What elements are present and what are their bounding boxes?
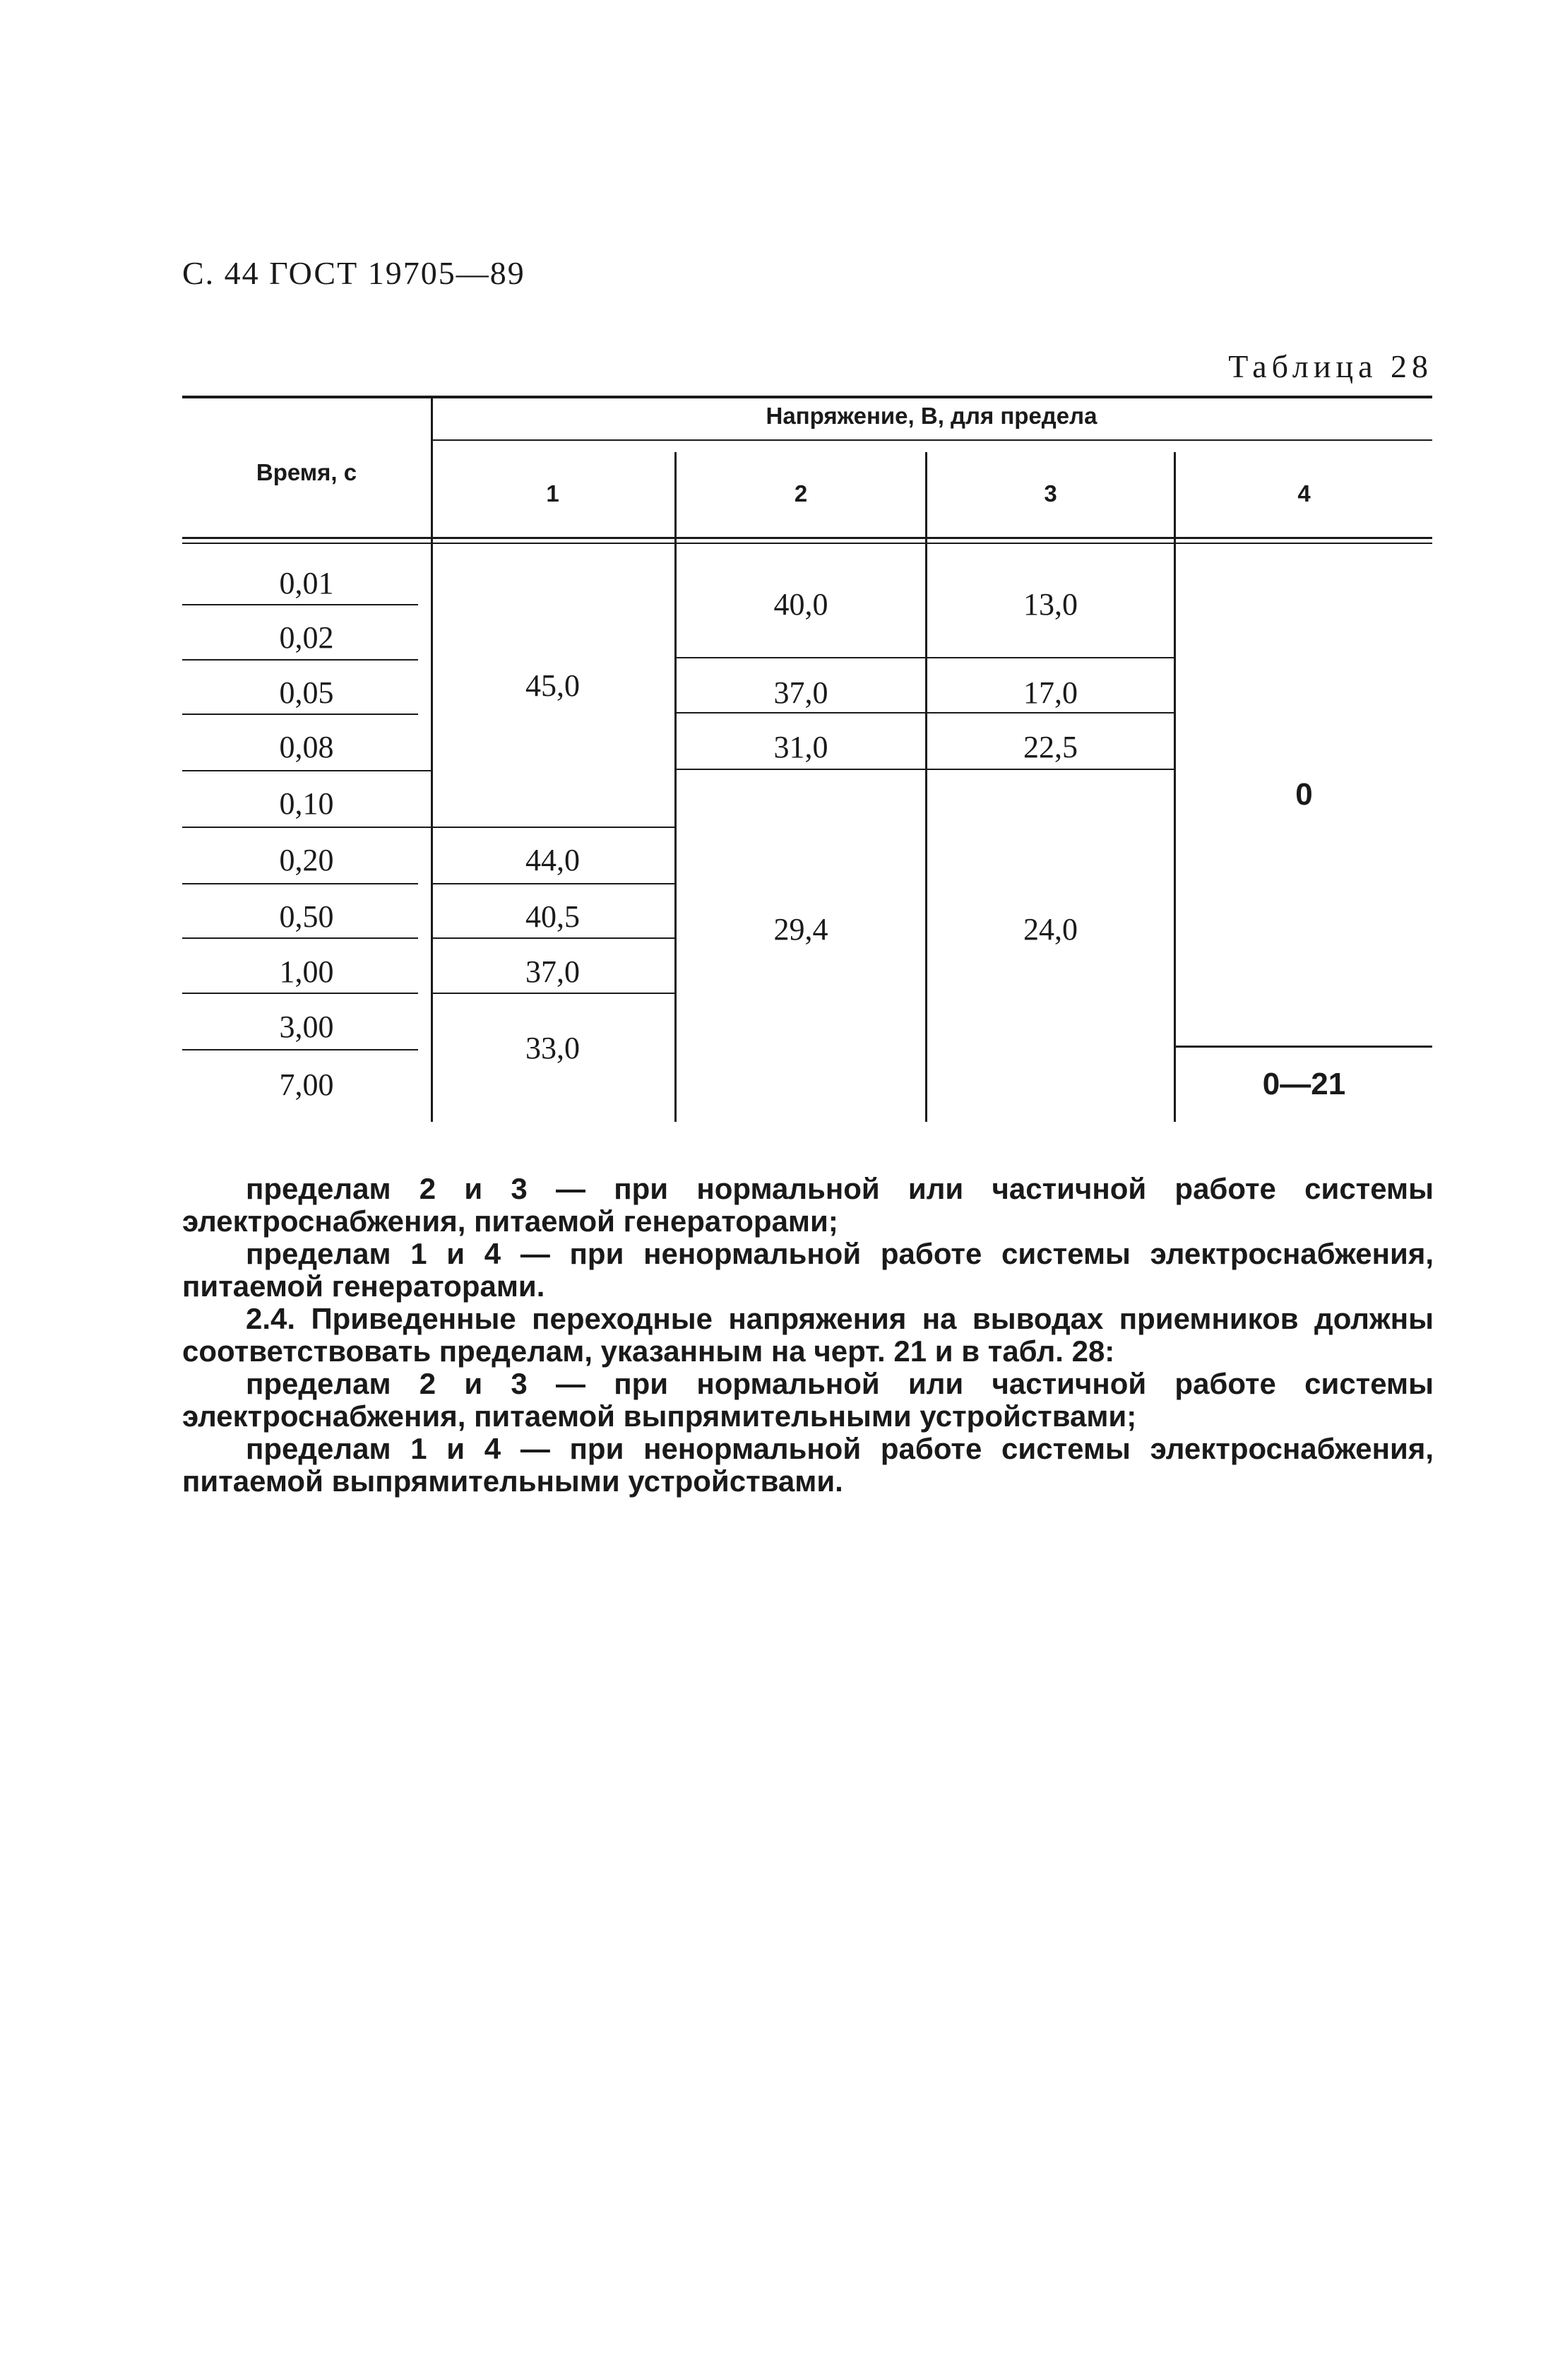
col3-rule [927,657,1174,658]
time-cell: 0,05 [279,675,334,710]
col3-rule [927,712,1174,714]
time-row-rule [182,659,418,661]
paragraph: 2.4. Приведенные переходные напряжения на выводах приемников должны соответствовать пределам, указанным на черт. 21 и в табл. 28: [182,1302,1434,1368]
col1-rule [431,883,674,884]
time-cell: 0,02 [279,620,334,655]
header-limit-2: 2 [794,480,808,507]
col1-rule [431,937,674,939]
col1-rule [431,827,674,828]
time-row-rule [182,770,431,771]
time-row-rule [182,827,431,828]
col-divider-1 [674,452,677,1122]
time-cell: 3,00 [279,1010,334,1044]
col1-value: 33,0 [525,1031,580,1065]
col3-value: 17,0 [1023,675,1078,710]
col2-rule [677,712,925,714]
paragraph: пределам 1 и 4 — при ненормальной работе системы электроснабжения, питаемой выпрямительными устройствами. [182,1432,1434,1498]
paragraph: пределам 1 и 4 — при ненормальной работе системы электроснабжения, питаемой генераторами. [182,1237,1434,1303]
time-row-rule [182,883,418,884]
col2-rule [677,657,925,658]
time-cell: 0,01 [279,566,334,600]
header-voltage: Напряжение, В, для предела [766,403,1097,429]
col4-value: 0—21 [1262,1067,1346,1101]
time-row-rule [182,714,418,715]
time-cell: 0,10 [279,786,334,821]
col-divider-2 [925,452,927,1122]
time-cell: 0,20 [279,843,334,877]
col3-value: 24,0 [1023,912,1078,947]
col2-rule [677,769,925,770]
time-cell: 0,50 [279,899,334,934]
col2-value: 40,0 [773,587,828,622]
header-bottom-rule [182,537,1432,539]
col4-rule [1176,1046,1432,1048]
paragraph: пределам 2 и 3 — при нормальной или частичной работе системы электроснабжения, питаемой генераторами; [182,1172,1434,1238]
time-cell: 7,00 [279,1067,334,1102]
col1-value: 37,0 [525,954,580,989]
col2-value: 31,0 [773,730,828,764]
header-time: Время, с [256,459,357,485]
page-header: С. 44 ГОСТ 19705—89 [182,255,525,291]
header-limit-4: 4 [1297,480,1311,507]
col3-value: 13,0 [1023,587,1078,622]
col3-value: 22,5 [1023,730,1078,764]
col1-value: 45,0 [525,668,580,703]
col2-value: 37,0 [773,675,828,710]
col3-rule [927,769,1174,770]
time-row-rule [182,993,418,994]
time-cell: 0,08 [279,730,334,764]
time-row-rule [182,937,418,939]
table-caption: Таблица 28 [1228,348,1433,384]
header-limit-1: 1 [546,480,559,507]
time-cell: 1,00 [279,954,334,989]
header-limit-3: 3 [1044,480,1057,507]
col2-value: 29,4 [773,912,828,947]
time-row-rule [182,1049,418,1050]
col1-rule [431,993,674,994]
col1-value: 40,5 [525,899,580,934]
paragraph: пределам 2 и 3 — при нормальной или частичной работе системы электроснабжения, питаемой выпрямительными устройствами; [182,1367,1434,1433]
header-split-rule [431,439,1432,441]
time-row-rule [182,604,418,605]
col4-value: 0 [1295,777,1313,812]
table-top-rule [182,396,1432,398]
header-bottom-rule-2 [182,543,1432,544]
col1-value: 44,0 [525,843,580,877]
